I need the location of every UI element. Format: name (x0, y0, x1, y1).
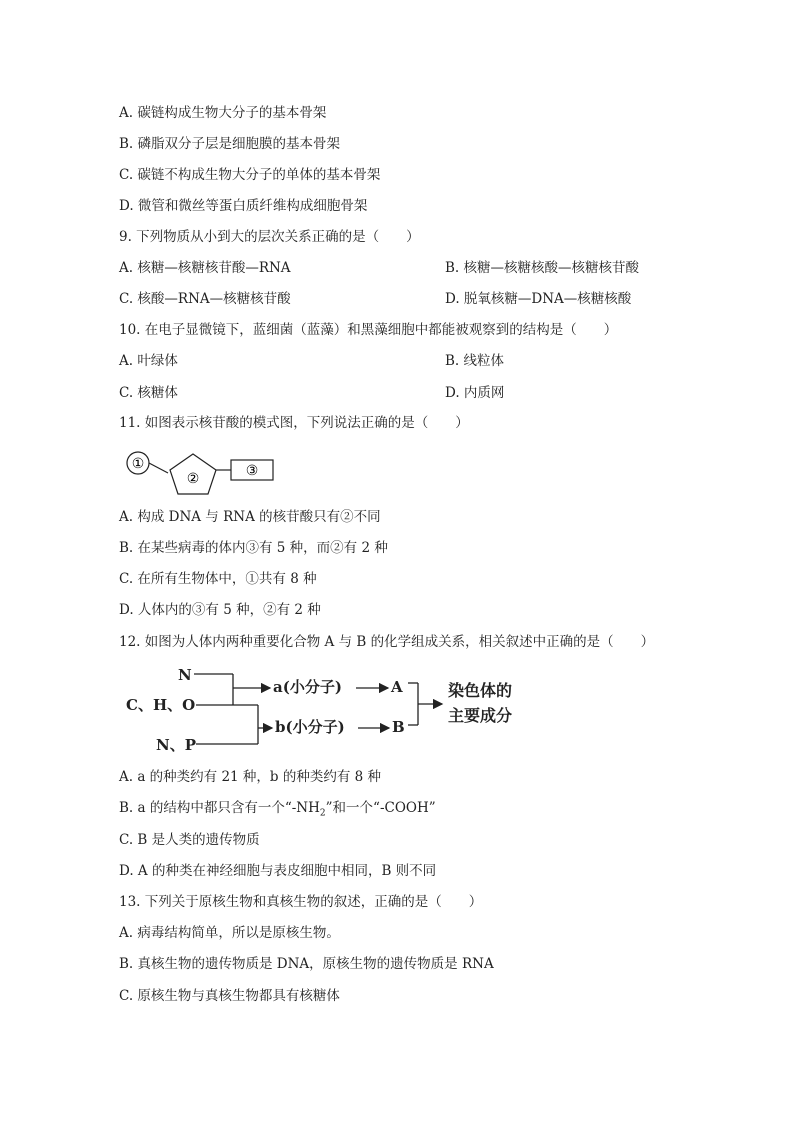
diagram-label-3: ③ (245, 463, 259, 479)
q13-option-a: A. 病毒结构简单，所以是原核生物。 (119, 925, 340, 941)
compound-diagram (120, 660, 540, 760)
small-molecule-a: a(小分子) (273, 678, 342, 696)
q12-stem: 12. 如图为人体内两种重要化合物 A 与 B 的化学组成关系，相关叙述中正确的是（ ） (119, 634, 655, 650)
q12-option-b-post: ”和一个“-COOH” (325, 800, 436, 816)
q9-option-d: D. 脱氧核糖—DNA—核糖核酸 (445, 291, 632, 307)
target-line-1: 染色体的 (448, 681, 513, 700)
q9-stem: 9. 下列物质从小到大的层次关系正确的是（ ） (119, 229, 420, 245)
q8-option-c: C. 碳链不构成生物大分子的单体的基本骨架 (119, 167, 381, 183)
element-np: N、P (156, 736, 196, 754)
q12-option-b (119, 799, 436, 823)
q13-option-b: B. 真核生物的遗传物质是 DNA，原核生物的遗传物质是 RNA (119, 956, 494, 972)
q12-option-d: D. A 的种类在神经细胞与表皮细胞中相同，B 则不同 (119, 863, 437, 879)
q11-option-c: C. 在所有生物体中，①共有 8 种 (119, 571, 317, 587)
target-line-2: 主要成分 (448, 706, 513, 725)
q11-option-b: B. 在某些病毒的体内③有 5 种，而②有 2 种 (119, 540, 388, 556)
compound-b: B (392, 718, 405, 736)
q13-option-c: C. 原核生物与真核生物都具有核糖体 (119, 988, 340, 1004)
q10-option-b: B. 线粒体 (445, 353, 505, 369)
q10-stem: 10. 在电子显微镜下，蓝细菌（蓝藻）和黑藻细胞中都能被观察到的结构是（ ） (119, 322, 618, 338)
q11-stem: 11. 如图表示核苷酸的模式图，下列说法正确的是（ ） (119, 415, 469, 431)
q12-option-b-pre: B. a 的结构中都只含有一个“-NH (119, 800, 320, 816)
q11-option-d: D. 人体内的③有 5 种，②有 2 种 (119, 602, 321, 618)
q10-option-d: D. 内质网 (445, 385, 505, 401)
q10-option-a: A. 叶绿体 (119, 353, 178, 369)
q8-option-a: A. 碳链构成生物大分子的基本骨架 (119, 105, 327, 121)
q9-option-a: A. 核糖—核糖核苷酸—RNA (119, 260, 291, 276)
q13-stem: 13. 下列关于原核生物和真核生物的叙述，正确的是（ ） (119, 894, 483, 910)
q12-option-c: C. B 是人类的遗传物质 (119, 832, 260, 848)
q10-option-c: C. 核糖体 (119, 385, 178, 401)
element-cho: C、H、O (126, 696, 196, 714)
q11-option-a: A. 构成 DNA 与 RNA 的核苷酸只有②不同 (119, 509, 381, 525)
q9-option-b: B. 核糖—核糖核酸—核糖核苷酸 (445, 260, 640, 276)
q9-option-c: C. 核酸—RNA—核糖核苷酸 (119, 291, 291, 307)
element-n: N (178, 666, 192, 684)
q12-option-b-sub: 2 (319, 808, 326, 819)
small-molecule-b: b(小分子) (275, 718, 345, 736)
q8-option-d: D. 微管和微丝等蛋白质纤维构成细胞骨架 (119, 198, 368, 214)
q8-option-b: B. 磷脂双分子层是细胞膜的基本骨架 (119, 136, 341, 152)
diagram-label-2: ② (186, 471, 200, 487)
nucleotide-diagram (124, 446, 284, 500)
compound-a: A (391, 678, 403, 696)
q12-option-a: A. a 的种类约有 21 种，b 的种类约有 8 种 (119, 769, 382, 785)
diagram-label-1: ① (131, 456, 145, 472)
